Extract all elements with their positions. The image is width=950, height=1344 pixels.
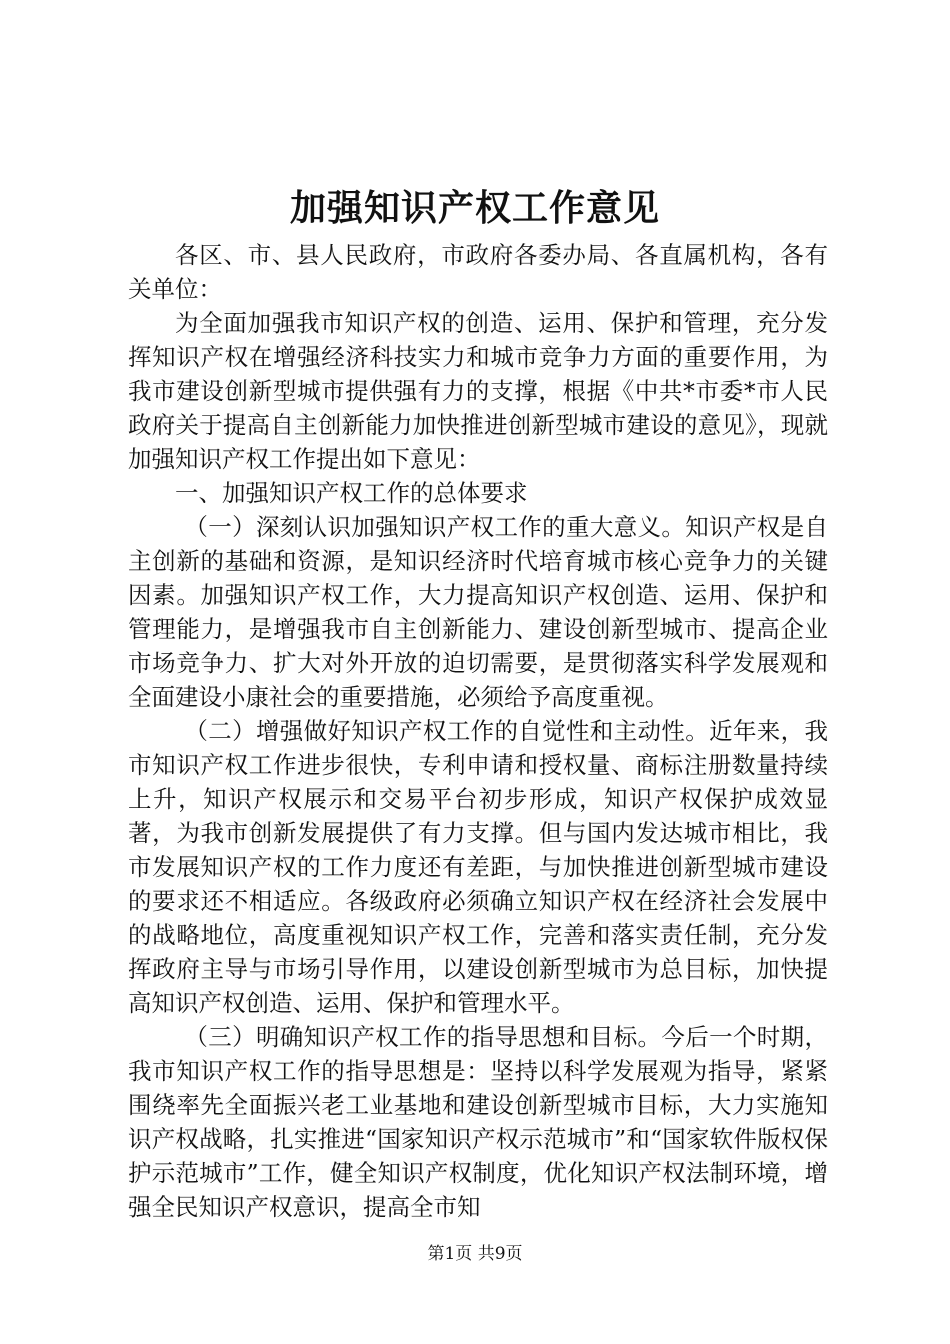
clause-paragraph-3: （三）明确知识产权工作的指导思想和目标。今后一个时期，我市知识产权工作的指导思想是：坚持以科学发展观为指导，紧紧围绕率先全面振兴老工业基地和建设创新型城市目标，大力实施知识产权战略，扎实推进“国家知识产权示范城市”和“国家软件版权保护示范城市”工作，健全知识产权制度，优化知识产权法制环境，增强全民知识产权意识，提高全市知 xyxy=(128,1023,828,1221)
clause-paragraph-1: （一）深刻认识加强知识产权工作的重大意义。知识产权是自主创新的基础和资源，是知识经济时代培育城市核心竞争力的关键因素。加强知识产权工作，大力提高知识产权创造、运用、保护和管理能力，是增强我市自主创新能力、建设创新型城市、提高企业市场竞争力、扩大对外开放的迫切需要，是贯彻落实科学发展观和全面建设小康社会的重要措施，必须给予高度重视。 xyxy=(128,513,828,711)
clause-paragraph-2: （二）增强做好知识产权工作的自觉性和主动性。近年来，我市知识产权工作进步很快，专利申请和授权量、商标注册数量持续上升，知识产权展示和交易平台初步形成，知识产权保护成效显著，为我市创新发展提供了有力支撑。但与国内发达城市相比，我市发展知识产权的工作力度还有差距，与加快推进创新型城市建设的要求还不相适应。各级政府必须确立知识产权在经济社会发展中的战略地位，高度重视知识产权工作，完善和落实责任制，充分发挥政府主导与市场引导作用，以建设创新型城市为总目标，加快提高知识产权创造、运用、保护和管理水平。 xyxy=(128,717,828,1017)
section-heading-1: 一、加强知识产权工作的总体要求 xyxy=(175,479,528,507)
page-footer: 第1页 共9页 xyxy=(427,1244,523,1264)
document-body xyxy=(128,238,828,1224)
salutation-paragraph: 各区、市、县人民政府，市政府各委办局、各直属机构，各有关单位： xyxy=(128,241,828,303)
intro-paragraph: 为全面加强我市知识产权的创造、运用、保护和管理，充分发挥知识产权在增强经济科技实力和城市竞争力方面的重要作用，为我市建设创新型城市提供强有力的支撑，根据《中共*市委*市人民政府关于提高自主创新能力加快推进创新型城市建设的意见》，现就加强知识产权工作提出如下意见： xyxy=(128,309,828,473)
document-title: 加强知识产权工作意见 xyxy=(289,187,660,229)
